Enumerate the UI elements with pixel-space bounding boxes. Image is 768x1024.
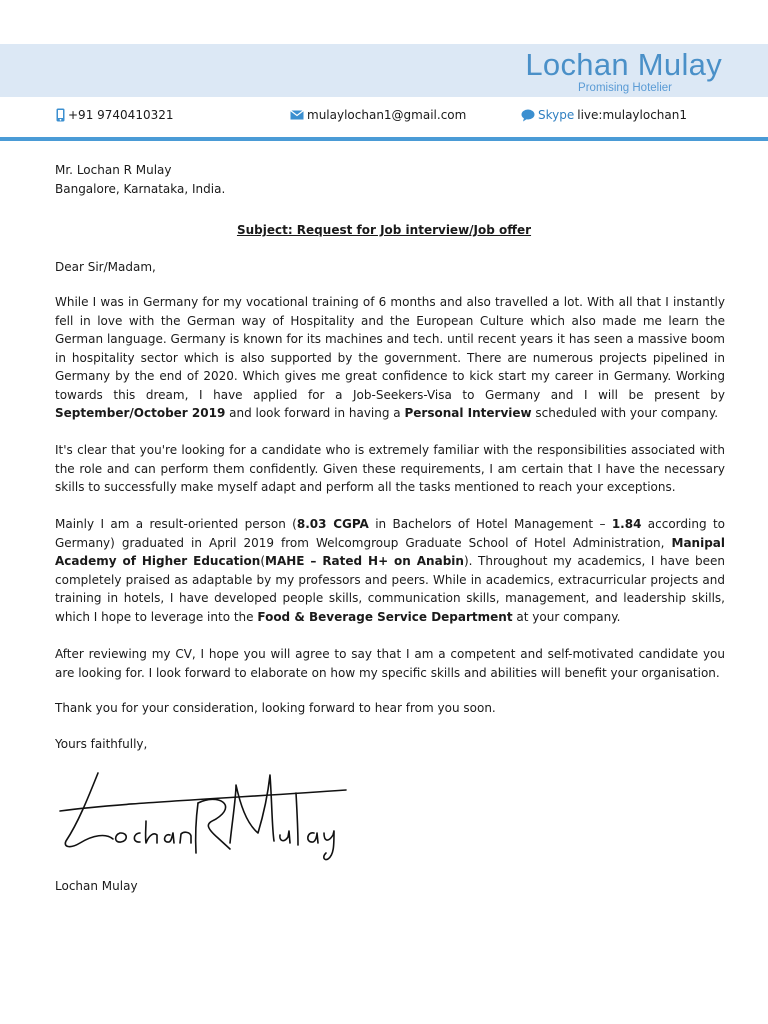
letter-subject: Subject: Request for Job interview/Job offer xyxy=(236,223,532,237)
paragraph-candidate-fit: It's clear that you're looking for a candidate who is extremely familiar with the responsibilities associated with the role and can perform them confidently. Given these requirements, I am certain that I have the necessary skills to successfully make myself adapt and perform all the tasks mentioned to reach your exceptions. xyxy=(55,443,725,494)
mobile-phone-icon xyxy=(56,108,65,122)
contact-email xyxy=(290,108,466,122)
applicant-tagline: Promising Hotelier xyxy=(578,82,672,94)
envelope-icon xyxy=(290,110,304,120)
paragraph-germany-experience: While I was in Germany for my vocational training of 6 months and also travelled a lot. With all that I instantly fell in love with the German way of Hospitality and the European Culture which also made me learn the German language. Germany is known for its machines and tech. until recent years it has seen a massive boom in hospitality sector which is also supported by the government. There are numerous projects pipelined in Germany by the end of 2020. Which gives me great confidence to kick start my career in Germany. Working towards this dream, I have applied for a Job-Seekers-Visa to Germany and I will be present by September/October 2019 and look forward in having a Personal Interview scheduled with your company. xyxy=(55,295,725,420)
header-divider xyxy=(0,137,768,141)
closing: Yours faithfully, xyxy=(55,737,148,751)
skype-id[interactable]: live:mulaylochan1 xyxy=(577,108,688,122)
contact-phone xyxy=(56,108,174,122)
speech-bubble-icon xyxy=(521,109,535,122)
sender-block xyxy=(55,161,725,198)
skype-label: Skype xyxy=(538,108,575,122)
phone-number: +91 9740410321 xyxy=(68,108,174,122)
paragraph-cv-review: After reviewing my CV, I hope you will agree to say that I am a competent and self-motivated candidate you are looking for. I look forward to elaborate on how my specific skills and abilities will benefit your organisation. xyxy=(55,647,725,680)
signature-name: Lochan Mulay xyxy=(55,879,138,893)
salutation: Dear Sir/Madam, xyxy=(55,260,156,274)
handwritten-signature xyxy=(58,763,348,863)
contact-skype xyxy=(521,108,687,122)
applicant-name-heading: Lochan Mulay xyxy=(525,47,722,82)
sender-address: Bangalore, Karnataka, India. xyxy=(55,181,226,196)
paragraph-thank-you: Thank you for your consideration, looking forward to hear from you soon. xyxy=(55,701,496,715)
email-address[interactable]: mulaylochan1@gmail.com xyxy=(307,108,467,122)
sender-name: Mr. Lochan R Mulay xyxy=(55,163,172,177)
paragraph-academics: Mainly I am a result-oriented person (8.03 CGPA in Bachelors of Hotel Management – 1.84 according to Germany) graduated in April 2019 from Welcomgroup Graduate School of Hotel Administration, Manipal Academy of Higher Education(MAHE – Rated H+ on Anabin). Throughout my academics, I have been completely praised as adaptable by my professors and peers. While in academics, extracurricular projects and training in hotels, I have developed people skills, communication skills, management, and leadership skills, which I hope to leverage into the Food & Beverage Service Department at your company. xyxy=(55,517,725,624)
